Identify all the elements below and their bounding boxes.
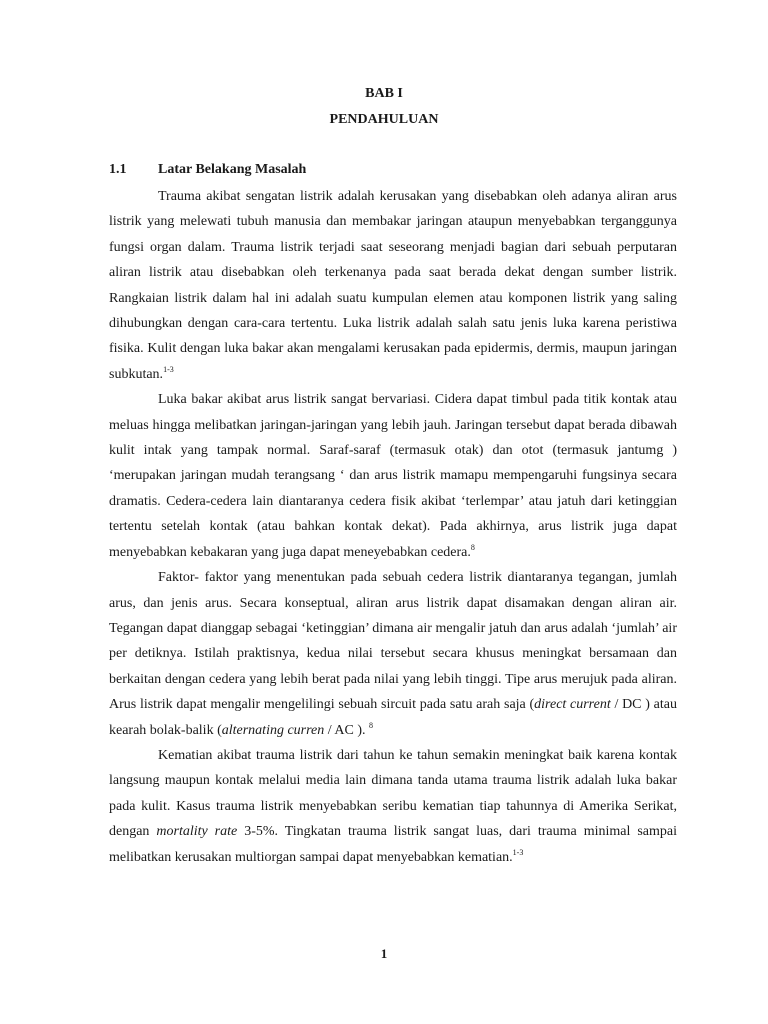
section-title: Latar Belakang Masalah: [158, 162, 307, 177]
paragraph-4-text-a: Kematian akibat trauma listrik dari tahun ke tahun semakin meningkat baik karena kontak langsung maupun kontak melalui media lain dimana tanda utama trauma listrik adalah luka bakar pada kulit. Kasus trauma listrik menyebabkan seribu kematian tiap tahunnya di Amerika Serikat, dengan: [109, 747, 677, 840]
paragraph-3-text-b: / DC ) atau kearah bolak-balik (: [109, 697, 677, 738]
paragraph-4: [109, 743, 677, 870]
paragraph-3: [109, 565, 677, 743]
chapter-title: PENDAHULUAN: [329, 112, 439, 127]
paragraph-2: [109, 387, 677, 565]
italic-term: mortality rate: [156, 824, 238, 840]
paragraph-3-text-c: / AC ).: [324, 722, 369, 738]
citation: 8: [369, 720, 373, 730]
section-heading: [109, 162, 306, 178]
citation: 1-3: [163, 364, 174, 374]
page-number: 1: [380, 946, 388, 961]
body-text: [109, 184, 677, 870]
italic-term: alternating curren: [221, 722, 325, 738]
citation: 1-3: [512, 847, 524, 857]
section-number: 1.1: [109, 162, 127, 177]
paragraph-1: [109, 184, 677, 387]
chapter-number: BAB I: [365, 86, 403, 101]
paragraph-3-text-a: Faktor- faktor yang menentukan pada sebuah cedera listrik diantaranya tegangan, jumlah arus, dan jenis arus. Secara konseptual, aliran arus listrik dapat disamakan dengan aliran air. Tegangan dapat dianggap sebagai ‘ketinggian’ dimana air mengalir jatuh dan arus adalah ‘jumlah’ air per detiknya. Istilah praktisnya, kedua nilai tersebut secara khusus meningkat bersamaan dan berkaitan dengan cedera yang lebih berat pada nilai yang lebih tinggi. Tipe arus merujuk pada aliran. Arus listrik dapat mengalir mengelilingi sebuah sircuit pada satu arah saja (: [109, 570, 677, 713]
paragraph-2-text: Luka bakar akibat arus listrik sangat bervariasi. Cidera dapat timbul pada titik kontak atau meluas hingga melibatkan jaringan-jaringan yang lebih jauh. Jaringan tersebut dapat berada dibawah kulit intak yang tampak normal. Saraf-saraf (termasuk otak) dan otot (termasuk jantumg ) ‘merupakan jaringan mudah terangsang ‘ dan arus listrik mamapu mempengaruhi fungsinya secara dramatis. Cedera-cedera lain diantaranya cedera fisik akibat ‘terlempar’ atau jatuh dari ketinggian tertentu setelah kontak (atau bahkan kontak dekat). Pada akhirnya, arus listrik juga dapat menyebabkan kebakaran yang juga dapat meneyebabkan cedera.: [109, 392, 677, 560]
paragraph-1-text: Trauma akibat sengatan listrik adalah kerusakan yang disebabkan oleh adanya aliran arus listrik yang melewati tubuh manusia dan membakar jaringan ataupun menyebabkan terganggunya fungsi organ dalam. Trauma listrik terjadi saat seseorang menjadi bagian dari sebuah perputaran aliran listrik atau disebabkan oleh terkenanya pada saat berada dekat dengan sumber listrik. Rangkaian listrik dalam hal ini adalah suatu kumpulan elemen atau komponen listrik yang saling dihubungkan dengan cara-cara tertentu. Luka listrik adalah salah satu jenis luka karena peristiwa fisika. Kulit dengan luka bakar akan mengalami kerusakan pada epidermis, dermis, maupun jaringan subkutan.: [109, 189, 677, 382]
italic-term: direct current: [534, 697, 611, 713]
paragraph-4-text-b: 3-5%. Tingkatan trauma listrik sangat luas, dari trauma minimal sampai melibatkan kerusakan multiorgan sampai dapat menyebabkan kematian.: [109, 824, 677, 865]
citation: 8: [470, 542, 475, 552]
